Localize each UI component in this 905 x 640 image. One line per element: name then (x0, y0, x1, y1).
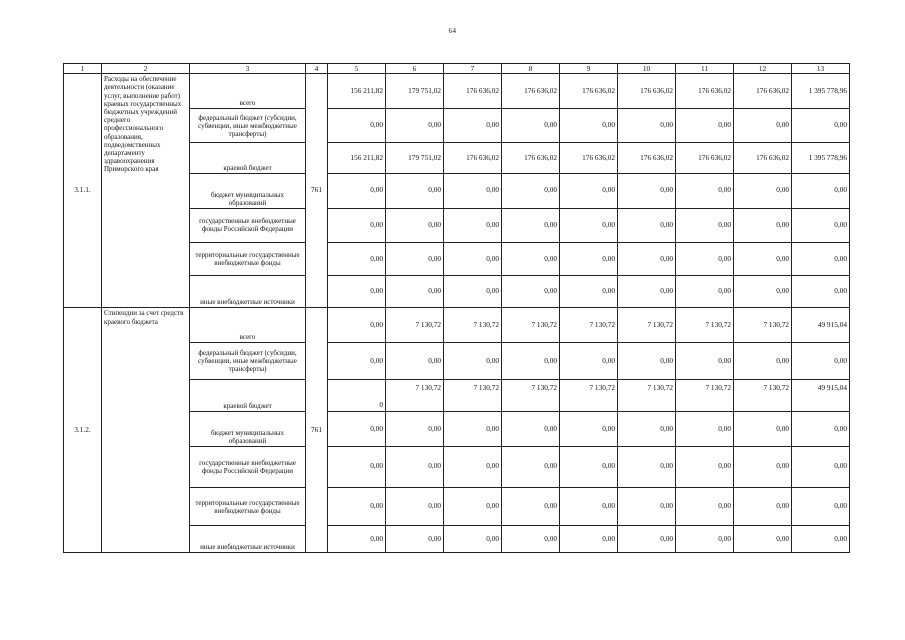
column-header: 3 (190, 64, 306, 74)
value-cell: 0,00 (444, 343, 502, 380)
value-cell: 0,00 (618, 243, 676, 276)
value-cell: 0,00 (734, 108, 792, 143)
value-cell: 0,00 (444, 108, 502, 143)
value-cell: 0,00 (386, 343, 444, 380)
value-cell: 7 130,72 (502, 379, 560, 412)
budget-table (63, 63, 850, 553)
row-description: Стипендии за счет средств краевого бюджета (102, 308, 190, 553)
value-cell: 0,00 (444, 243, 502, 276)
value-cell: 0,00 (618, 208, 676, 243)
value-cell: 0,00 (328, 412, 386, 447)
value-cell: 0,00 (328, 446, 386, 487)
value-cell: 0,00 (560, 108, 618, 143)
value-cell: 0,00 (734, 174, 792, 209)
value-cell: 7 130,72 (676, 379, 734, 412)
value-cell: 0,00 (734, 446, 792, 487)
value-cell: 0,00 (444, 208, 502, 243)
funding-source: государственные внебюджетные фонды Российской Федерации (190, 208, 306, 243)
value-cell: 0,00 (444, 446, 502, 487)
value-cell: 0,00 (792, 174, 850, 209)
value-cell: 0,00 (328, 108, 386, 143)
value-cell: 49 915,04 (792, 379, 850, 412)
column-header: 12 (734, 64, 792, 74)
value-cell: 0,00 (676, 275, 734, 308)
value-cell: 0,00 (676, 412, 734, 447)
value-cell: 0,00 (386, 412, 444, 447)
value-cell: 7 130,72 (386, 308, 444, 343)
page-number: 64 (448, 27, 457, 35)
value-cell: 0,00 (328, 487, 386, 526)
value-cell: 0,00 (386, 208, 444, 243)
value-cell: 0,00 (734, 243, 792, 276)
value-cell: 7 130,72 (560, 308, 618, 343)
value-cell: 0 (328, 379, 386, 412)
value-cell: 7 130,72 (618, 379, 676, 412)
value-cell: 0,00 (792, 412, 850, 447)
funding-source: всего (190, 74, 306, 109)
value-cell: 0,00 (676, 343, 734, 380)
value-cell: 176 636,02 (618, 143, 676, 174)
value-cell: 0,00 (676, 108, 734, 143)
value-cell: 0,00 (386, 487, 444, 526)
value-cell: 0,00 (618, 108, 676, 143)
value-cell: 0,00 (560, 412, 618, 447)
value-cell: 1 395 778,96 (792, 74, 850, 109)
value-cell: 1 395 778,96 (792, 143, 850, 174)
value-cell: 0,00 (328, 526, 386, 553)
value-cell: 176 636,02 (676, 143, 734, 174)
value-cell: 0,00 (734, 526, 792, 553)
value-cell: 0,00 (676, 243, 734, 276)
value-cell: 176 636,02 (676, 74, 734, 109)
value-cell: 176 636,02 (560, 143, 618, 174)
value-cell: 7 130,72 (618, 308, 676, 343)
value-cell: 0,00 (618, 526, 676, 553)
value-cell: 0,00 (734, 208, 792, 243)
value-cell: 0,00 (444, 412, 502, 447)
column-header: 5 (328, 64, 386, 74)
value-cell: 0,00 (502, 412, 560, 447)
column-header: 2 (102, 64, 190, 74)
value-cell: 7 130,72 (386, 379, 444, 412)
column-header: 8 (502, 64, 560, 74)
value-cell: 0,00 (618, 412, 676, 447)
value-cell: 0,00 (792, 526, 850, 553)
value-cell: 0,00 (560, 208, 618, 243)
value-cell: 176 636,02 (734, 143, 792, 174)
value-cell: 0,00 (560, 526, 618, 553)
value-cell: 0,00 (328, 208, 386, 243)
value-cell: 0,00 (560, 343, 618, 380)
funding-source: территориальные государственные внебюджетные фонды (190, 243, 306, 276)
value-cell: 176 636,02 (444, 143, 502, 174)
value-cell: 0,00 (502, 108, 560, 143)
value-cell: 7 130,72 (444, 379, 502, 412)
value-cell: 0,00 (792, 343, 850, 380)
value-cell: 0,00 (502, 275, 560, 308)
value-cell: 0,00 (502, 343, 560, 380)
value-cell: 0,00 (734, 487, 792, 526)
value-cell: 0,00 (386, 108, 444, 143)
value-cell: 0,00 (386, 275, 444, 308)
value-cell: 7 130,72 (734, 379, 792, 412)
value-cell: 0,00 (792, 487, 850, 526)
funding-source: краевой бюджет (190, 379, 306, 412)
value-cell: 0,00 (560, 243, 618, 276)
value-cell: 0,00 (502, 243, 560, 276)
value-cell: 0,00 (734, 412, 792, 447)
funding-source: федеральный бюджет (субсидии, субвенции, иные межбюджетные трансферты) (190, 108, 306, 143)
value-cell: 0,00 (560, 275, 618, 308)
column-header: 10 (618, 64, 676, 74)
funding-source: федеральный бюджет (субсидии, субвенции, иные межбюджетные трансферты) (190, 343, 306, 380)
value-cell: 0,00 (328, 308, 386, 343)
value-cell: 0,00 (618, 343, 676, 380)
funding-source: всего (190, 308, 306, 343)
table-body (64, 74, 850, 553)
row-description: Расходы на обеспечение деятельности (оказание услуг, выполнение работ) краевых государственных бюджетных учреждений среднего профессионального образования, подведомственных департаменту здравоохранения Приморского края (102, 74, 190, 308)
value-cell: 0,00 (444, 174, 502, 209)
value-cell: 176 636,02 (618, 74, 676, 109)
value-cell: 0,00 (618, 275, 676, 308)
value-cell: 0,00 (618, 487, 676, 526)
column-header: 6 (386, 64, 444, 74)
value-cell: 0,00 (560, 487, 618, 526)
value-cell: 0,00 (676, 487, 734, 526)
column-header: 9 (560, 64, 618, 74)
funding-source: иные внебюджетные источники (190, 275, 306, 308)
value-cell: 176 636,02 (734, 74, 792, 109)
value-cell: 7 130,72 (676, 308, 734, 343)
value-cell: 0,00 (792, 108, 850, 143)
grbs-code: 761 (306, 74, 328, 308)
value-cell: 7 130,72 (502, 308, 560, 343)
value-cell: 0,00 (676, 174, 734, 209)
value-cell: 156 211,82 (328, 143, 386, 174)
value-cell: 176 636,02 (560, 74, 618, 109)
row-code: 3.1.1. (64, 74, 102, 308)
value-cell: 0,00 (792, 243, 850, 276)
column-header: 13 (792, 64, 850, 74)
header-row (64, 64, 850, 74)
funding-source: краевой бюджет (190, 143, 306, 174)
value-cell: 0,00 (792, 275, 850, 308)
column-header: 7 (444, 64, 502, 74)
value-cell: 179 751,02 (386, 74, 444, 109)
value-cell: 0,00 (386, 446, 444, 487)
table-row (64, 308, 850, 343)
table-row (64, 74, 850, 109)
grbs-code: 761 (306, 308, 328, 553)
value-cell: 0,00 (676, 446, 734, 487)
value-cell: 176 636,02 (444, 74, 502, 109)
funding-source: бюджет муниципальных образований (190, 174, 306, 209)
value-cell: 0,00 (328, 275, 386, 308)
value-cell: 0,00 (328, 174, 386, 209)
column-header: 11 (676, 64, 734, 74)
value-cell: 0,00 (792, 208, 850, 243)
value-cell: 0,00 (328, 343, 386, 380)
value-cell: 0,00 (444, 275, 502, 308)
value-cell: 0,00 (792, 446, 850, 487)
funding-source: государственные внебюджетные фонды Российской Федерации (190, 446, 306, 487)
value-cell: 0,00 (444, 526, 502, 553)
value-cell: 156 211,82 (328, 74, 386, 109)
value-cell: 0,00 (502, 174, 560, 209)
value-cell: 0,00 (502, 526, 560, 553)
value-cell: 0,00 (502, 446, 560, 487)
value-cell: 176 636,02 (502, 143, 560, 174)
value-cell: 0,00 (386, 174, 444, 209)
value-cell: 0,00 (734, 343, 792, 380)
value-cell: 0,00 (560, 446, 618, 487)
value-cell: 0,00 (386, 243, 444, 276)
value-cell: 0,00 (560, 174, 618, 209)
value-cell: 0,00 (676, 208, 734, 243)
value-cell: 179 751,02 (386, 143, 444, 174)
funding-source: иные внебюджетные источники (190, 526, 306, 553)
funding-source: бюджет муниципальных образований (190, 412, 306, 447)
value-cell: 0,00 (502, 487, 560, 526)
value-cell: 7 130,72 (560, 379, 618, 412)
funding-source: территориальные государственные внебюджетные фонды (190, 487, 306, 526)
column-header: 4 (306, 64, 328, 74)
value-cell: 49 915,04 (792, 308, 850, 343)
value-cell: 176 636,02 (502, 74, 560, 109)
value-cell: 0,00 (502, 208, 560, 243)
column-header: 1 (64, 64, 102, 74)
value-cell: 0,00 (328, 243, 386, 276)
value-cell: 0,00 (676, 526, 734, 553)
value-cell: 0,00 (444, 487, 502, 526)
row-code: 3.1.2. (64, 308, 102, 553)
value-cell: 0,00 (386, 526, 444, 553)
value-cell: 0,00 (618, 446, 676, 487)
value-cell: 7 130,72 (444, 308, 502, 343)
value-cell: 0,00 (734, 275, 792, 308)
value-cell: 7 130,72 (734, 308, 792, 343)
value-cell: 0,00 (618, 174, 676, 209)
